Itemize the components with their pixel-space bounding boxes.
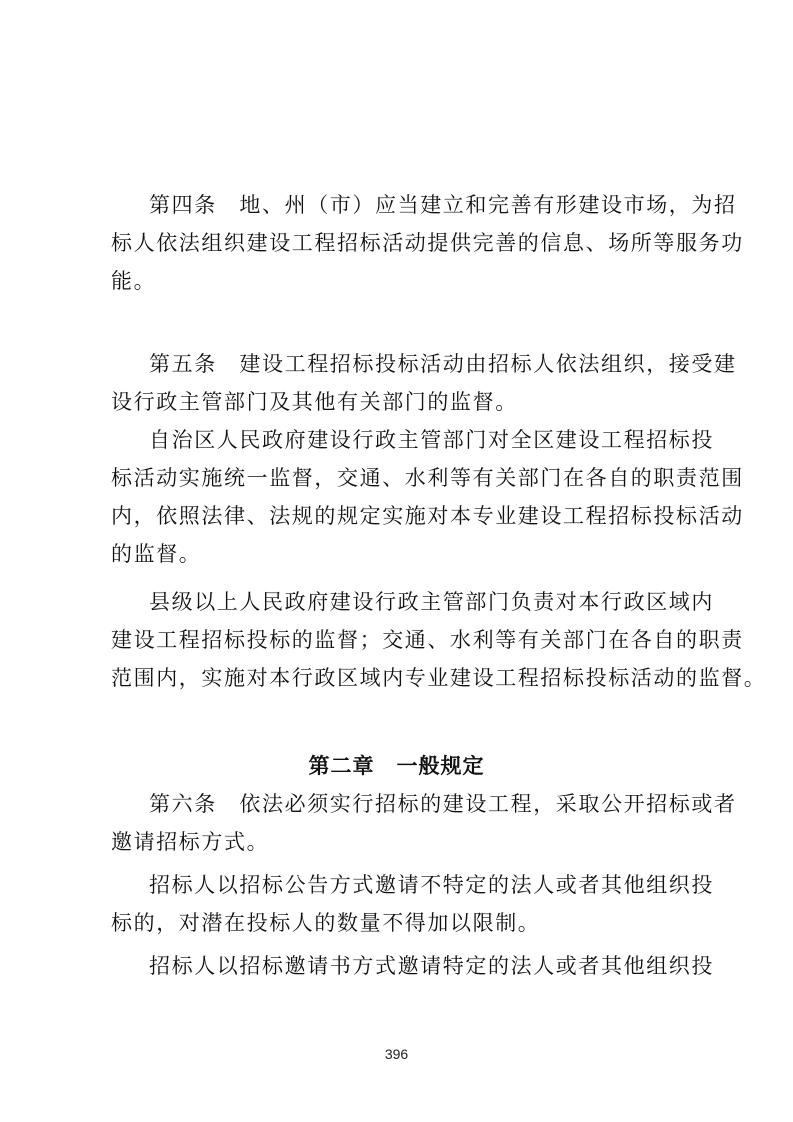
article-5-line-1: 第五条 建设工程招标投标活动由招标人依法组织，接受建 xyxy=(149,352,737,376)
article-4-line-2: 标人依法组织建设工程招标活动提供完善的信息、场所等服务功 xyxy=(111,231,744,255)
article-5-paragraph-2-line-4: 的监督。 xyxy=(111,542,202,566)
article-5-paragraph-3-line-1: 县级以上人民政府建设行政主管部门负责对本行政区域内 xyxy=(149,590,714,614)
article-5-paragraph-2-line-1: 自治区人民政府建设行政主管部门对全区建设工程招标投 xyxy=(149,428,714,452)
page-number: 396 xyxy=(384,1046,409,1062)
article-5-paragraph-2-line-2: 标活动实施统一监督，交通、水利等有关部门在各自的职责范围 xyxy=(111,466,744,490)
article-5-line-2: 设行政主管部门及其他有关部门的监督。 xyxy=(111,390,518,414)
article-6-line-2: 邀请招标方式。 xyxy=(111,830,270,854)
article-6-line-1: 第六条 依法必须实行招标的建设工程，采取公开招标或者 xyxy=(149,792,737,816)
article-5-paragraph-3-line-2: 建设工程招标投标的监督；交通、水利等有关部门在各自的职责 xyxy=(111,628,744,652)
chapter-heading: 第二章 一般规定 xyxy=(308,754,485,778)
article-4-line-1: 第四条 地、州（市）应当建立和完善有形建设市场，为招 xyxy=(149,193,737,217)
article-4-line-3: 能。 xyxy=(111,269,157,293)
article-6-paragraph-2-line-1: 招标人以招标公告方式邀请不特定的法人或者其他组织投 xyxy=(149,873,714,897)
article-6-paragraph-2-line-2: 标的，对潜在投标人的数量不得加以限制。 xyxy=(111,911,541,935)
article-6-paragraph-3-line-1: 招标人以招标邀请书方式邀请特定的法人或者其他组织投 xyxy=(149,954,714,978)
article-5-paragraph-3-line-3: 范围内，实施对本行政区域内专业建设工程招标投标活动的监督。 xyxy=(111,666,767,690)
article-5-paragraph-2-line-3: 内，依照法律、法规的规定实施对本专业建设工程招标投标活动 xyxy=(111,504,744,528)
